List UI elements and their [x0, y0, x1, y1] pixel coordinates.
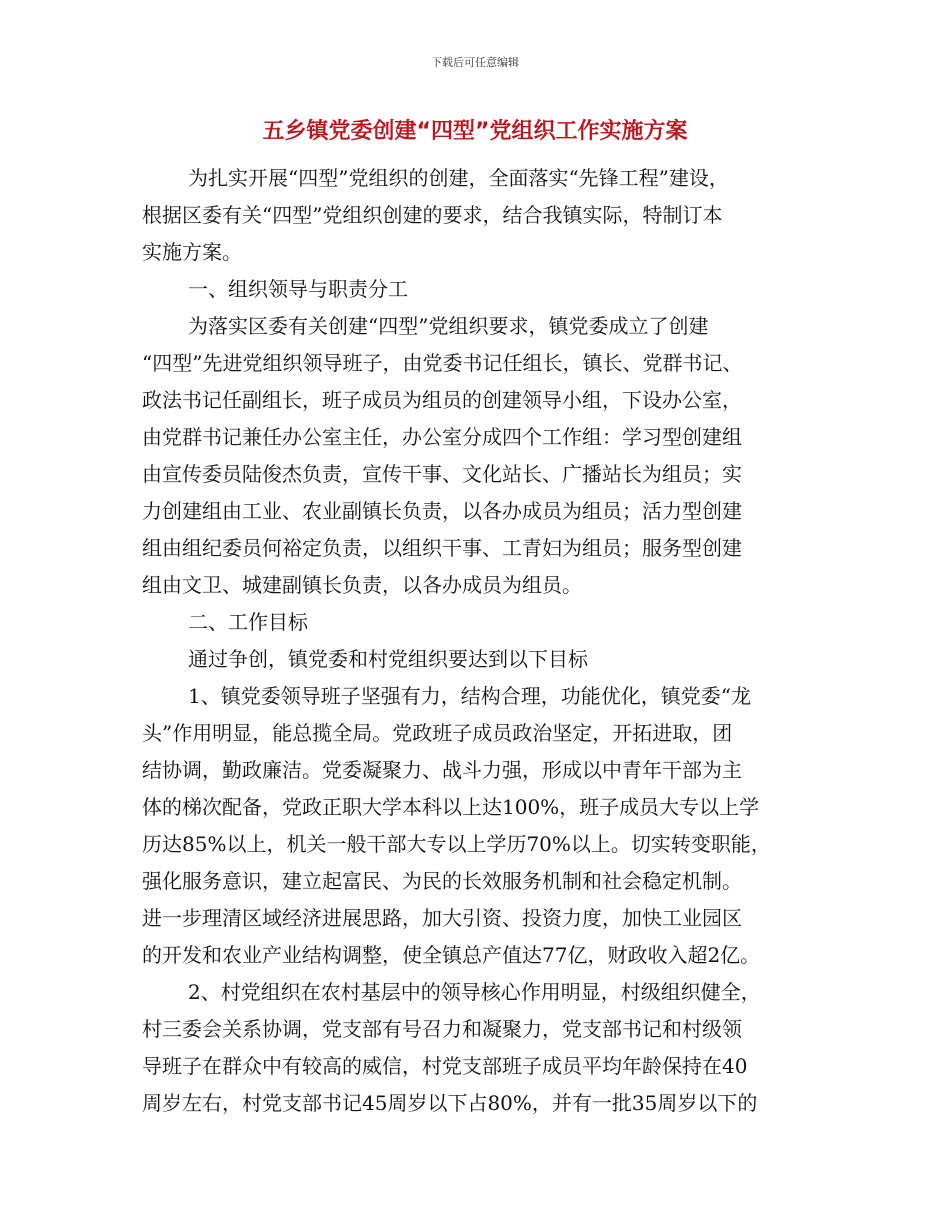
section-heading: 二、工作目标	[188, 610, 308, 634]
text-line: 头”作用明显，能总揽全局。党政班子成员政治坚定，开拓进取，团	[142, 721, 733, 745]
section-heading: 一、组织领导与职责分工	[188, 277, 408, 301]
page-header: 下载后可任意编辑	[431, 56, 519, 69]
text-line: 为落实区委有关创建“四型”党组织要求，镇党委成立了创建	[188, 314, 709, 338]
text-line: 体的梯次配备，党政正职大学本科以上达100%，班子成员大专以上学	[142, 795, 760, 819]
text-line: 组由文卫、城建副镇长负责，以各办成员为组员。	[142, 573, 582, 597]
text-line: 2、村党组织在农村基层中的领导核心作用明显，村级组织健全，	[188, 980, 761, 1004]
text-line: 强化服务意识，建立起富民、为民的长效服务机制和社会稳定机制。	[142, 869, 742, 893]
text-line: 由党群书记兼任办公室主任，办公室分成四个工作组：学习型创建组	[142, 425, 742, 449]
text-line: 根据区委有关“四型”党组织创建的要求，结合我镇实际，特制订本	[142, 203, 723, 227]
text-line: 周岁左右，村党支部书记45周岁以下占80%，并有一批35周岁以下的	[142, 1091, 758, 1115]
text-line: 历达85%以上，机关一般干部大专以上学历70%以上。切实转变职能，	[142, 832, 771, 856]
text-line: 力创建组由工业、农业副镇长负责，以各办成员为组员；活力型创建	[142, 499, 742, 523]
document-title: 五乡镇党委创建“四型”党组织工作实施方案	[262, 119, 688, 144]
text-line: “四型”先进党组织领导班子，由党委书记任组长，镇长、党群书记、	[142, 351, 743, 375]
document-body	[142, 160, 822, 1122]
text-line: 组由组纪委员何裕定负责，以组织干事、工青妇为组员；服务型创建	[142, 536, 742, 560]
text-line: 通过争创，镇党委和村党组织要达到以下目标	[188, 647, 588, 671]
text-line: 村三委会关系协调，党支部有号召力和凝聚力，党支部书记和村级领	[142, 1017, 742, 1041]
text-line: 为扎实开展“四型”党组织的创建，全面落实“先锋工程”建设，	[188, 166, 729, 190]
text-line: 结协调，勤政廉洁。党委凝聚力、战斗力强，形成以中青年干部为主	[142, 758, 742, 782]
text-line: 由宣传委员陆俊杰负责，宣传干事、文化站长、广播站长为组员；实	[142, 462, 742, 486]
text-line: 进一步理清区域经济进展思路，加大引资、投资力度，加快工业园区	[142, 906, 742, 930]
text-line: 导班子在群众中有较高的威信，村党支部班子成员平均年龄保持在40	[142, 1054, 748, 1078]
text-line: 1、镇党委领导班子坚强有力，结构合理，功能优化，镇党委“龙	[188, 684, 751, 708]
text-line: 实施方案。	[142, 240, 242, 264]
text-line: 政法书记任副组长，班子成员为组员的创建领导小组，下设办公室，	[142, 388, 742, 412]
text-line: 的开发和农业产业结构调整，使全镇总产值达77亿，财政收入超2亿。	[142, 943, 761, 967]
